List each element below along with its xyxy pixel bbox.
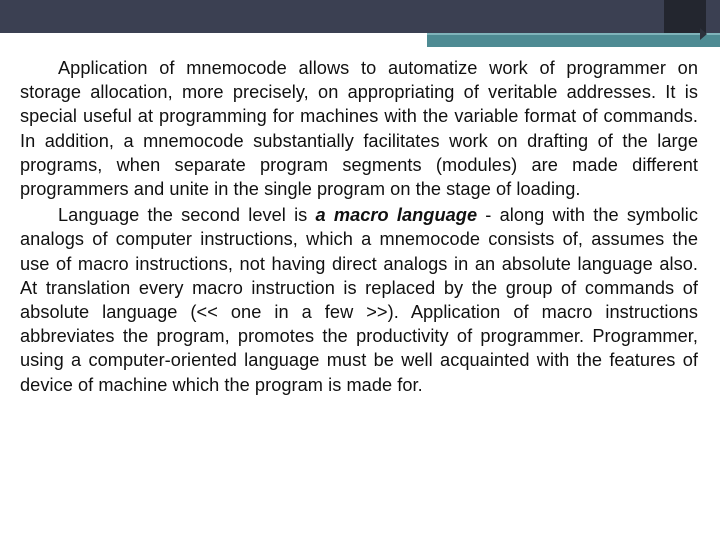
accent-teal-band [427,33,720,47]
paragraph-macro-suffix: - along with the symbolic analogs of computer instructions, which a mnemocode consists of, assumes the use of macro instructions, not having direct analogs in an absolute language also. At translation every macro instruction is replaced by the group of commands of absolute language (<< one in a few >>). Application of macro instructions abbreviates the program, promotes the productivity of programmer. Programmer, using a computer-oriented language must be well acquainted with the features of device of machine which the program is made for. [20,205,698,395]
paragraph-macro-language [20,203,698,397]
accent-strip [0,33,720,47]
triangle-marker-icon [700,28,707,40]
slide-body [20,56,698,397]
paragraph-macro-prefix: Language the second level is [58,205,316,226]
paragraph-mnemocode: Application of mnemocode allows to automatize work of programmer on storage allocation, more precisely, on appropriating of veritable addresses. It is special useful at programming for machines with the variable format of commands. In addition, a mnemocode substantially facilitates work on drafting of the large programs, when separate program segments (modules) are made different programmers and unite in the single program on the stage of loading. [20,58,698,200]
header-bar [0,0,720,33]
macro-language-term: a macro language [315,205,478,226]
